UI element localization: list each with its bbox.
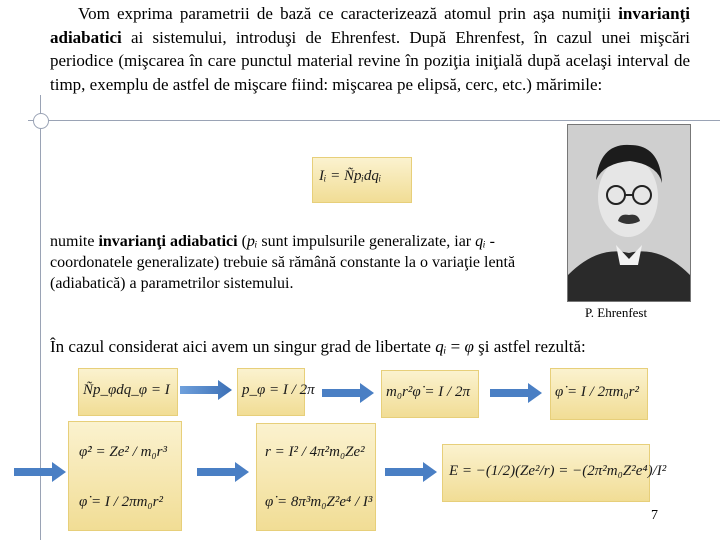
formula-3-text: m₀r²φ̇ = I / 2π	[386, 384, 470, 400]
formula-box-7	[442, 444, 667, 502]
arrow-3-4	[490, 383, 542, 403]
single-degree-line	[50, 336, 710, 358]
guide-ring	[33, 113, 49, 129]
formula-6b-text: φ̇ = 8π³m₀Z²e⁴ / I³	[265, 494, 373, 510]
intro-text-a: Vom exprima parametrii de bază ce caracterizează atomul prin aşa numiţii	[78, 4, 619, 23]
formula-box-4	[550, 368, 648, 420]
line3-text-b: şi astfel rezultă:	[473, 337, 586, 356]
formula-box-5	[68, 421, 182, 531]
intro-paragraph	[50, 2, 690, 96]
formula-4-text: φ̇ = I / 2πm₀r²	[555, 384, 639, 400]
line3-eq: =	[446, 337, 465, 356]
arrow-to-5	[14, 462, 66, 482]
def-text-b: (	[237, 233, 247, 250]
formula-main-text: Iᵢ = Ñpᵢdqᵢ	[319, 168, 382, 184]
def-bold-term: invarianţi adiabatici	[98, 233, 238, 250]
intro-bold-term: invarianţi adiabatici	[50, 4, 690, 47]
formula-2-text: p_φ = I / 2π	[242, 382, 315, 398]
guide-line-horizontal	[28, 120, 720, 121]
formula-adiabatic-invariant	[312, 157, 412, 203]
line3-text-a: În cazul considerat aici avem un singur grad de libertate	[50, 337, 436, 356]
ehrenfest-photo	[567, 124, 691, 302]
arrow-2-3	[322, 383, 374, 403]
arrow-6-7	[385, 462, 437, 482]
page-number: 7	[651, 508, 658, 523]
formula-box-1	[78, 368, 178, 416]
line3-phi: φ	[464, 337, 474, 356]
definition-paragraph	[50, 231, 555, 294]
formula-5b-text: φ̇ = I / 2πm₀r²	[79, 494, 163, 510]
formula-1-text: Ñp_φdq_φ = I	[83, 382, 170, 398]
photo-caption: P. Ehrenfest	[585, 305, 648, 320]
formula-box-2	[237, 368, 315, 416]
formula-box-3	[381, 370, 479, 418]
formula-6a-text: r = I² / 4π²m₀Ze²	[265, 444, 365, 460]
formula-5a-text: φ̇² = Ze² / m₀r³	[79, 444, 167, 460]
formula-7-text: E = −(1/2)(Ze²/r) = −(2π²m₀Z²e⁴)/I²	[449, 463, 667, 479]
def-text-c: sunt impulsurile generalizate, iar	[257, 233, 476, 250]
portrait-image	[568, 125, 690, 301]
arrow-5-6	[197, 462, 249, 482]
arrow-1-2	[180, 380, 232, 400]
formula-box-6	[256, 423, 376, 531]
def-qi: qᵢ	[475, 233, 486, 250]
def-pi: pᵢ	[246, 233, 258, 250]
line3-qi: qᵢ	[435, 337, 447, 356]
def-text-d: - coordonatele generalizate) trebuie să rămână constante la o variaţie lentă (adiabatică) a parametrilor sistemului.	[50, 233, 516, 292]
intro-text-b: ai sistemului, introduşi de Ehrenfest. După Ehrenfest, în cazul unei mişcări periodice (mişcarea în care punctul material revine în poziţia iniţială după acelaşi interval de timp, exemplu de astfel de mişcare fiind: mişcarea pe elipsă, cerc, etc.) mărimile:	[50, 27, 690, 94]
def-text-a: numite	[50, 233, 99, 250]
